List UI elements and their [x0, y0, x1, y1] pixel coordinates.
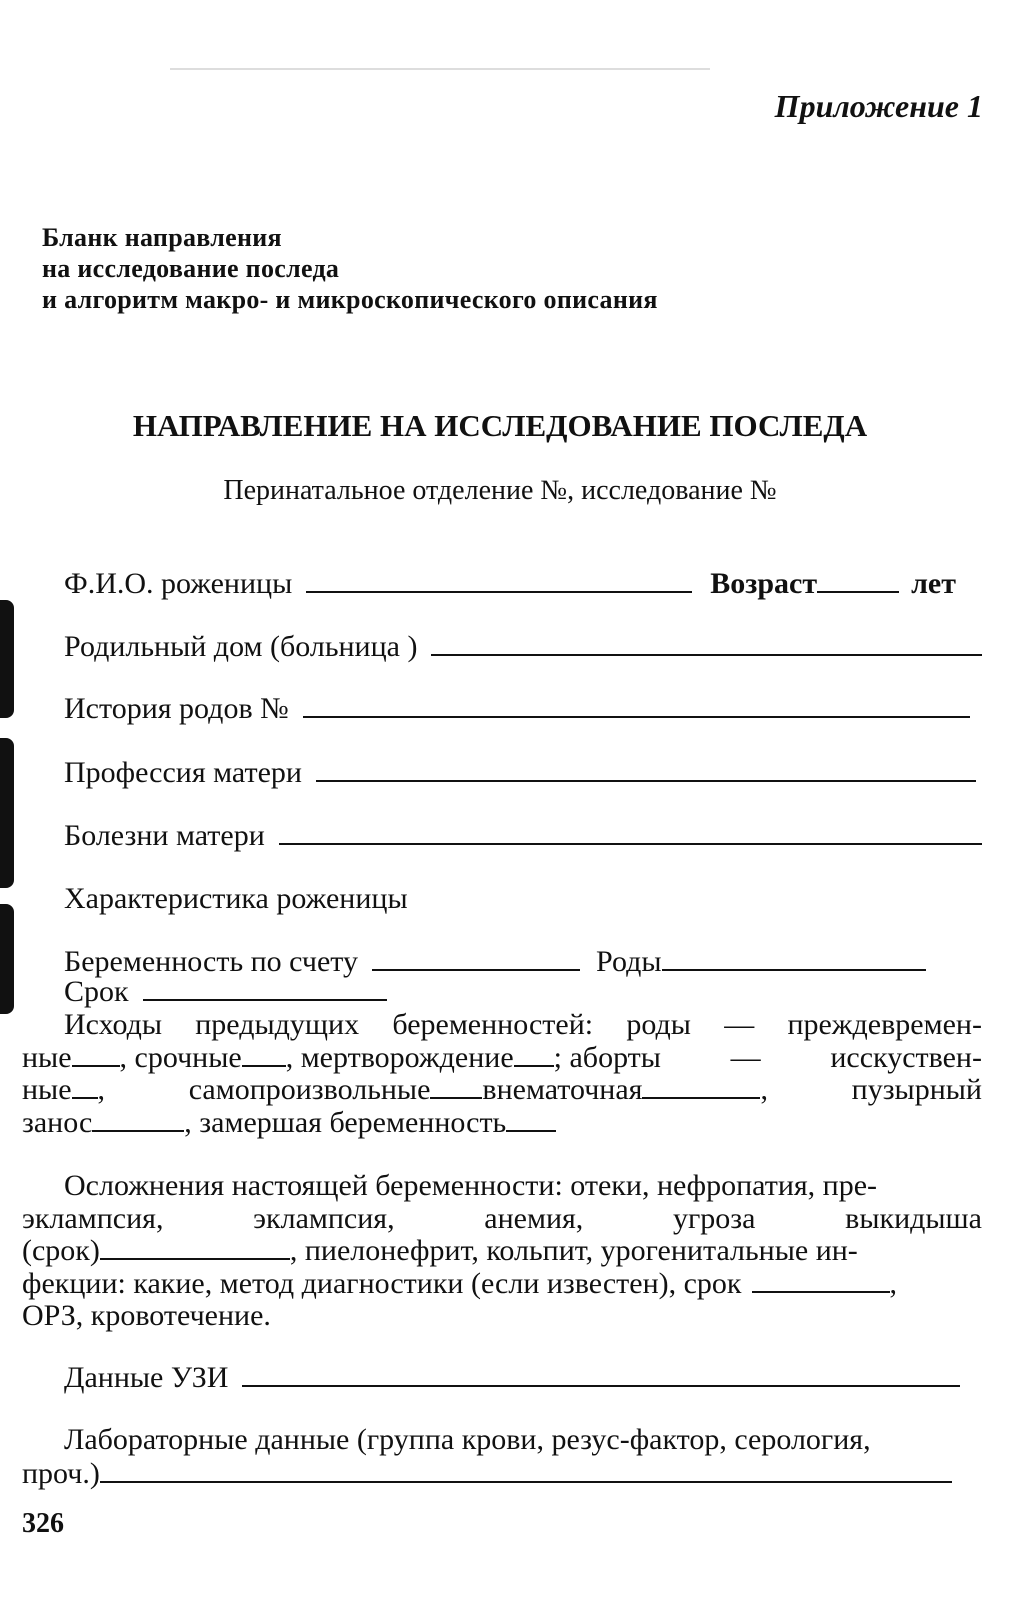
pregnancy-count-label: Беременность по счету: [64, 945, 359, 978]
outcomes-text: —: [724, 1008, 755, 1041]
term-label: Срок: [64, 975, 129, 1008]
outcomes-text: ,: [760, 1073, 768, 1106]
binding-mark: [0, 600, 14, 718]
appendix-label: Приложение 1: [774, 88, 983, 124]
hospital-field[interactable]: [431, 630, 982, 656]
ectopic-field[interactable]: [642, 1073, 760, 1099]
complications-text: анемия,: [484, 1202, 584, 1235]
outcomes-text: внематочная: [482, 1073, 643, 1106]
births-label: Роды: [596, 945, 662, 978]
complications-text: выкидыша: [845, 1202, 982, 1235]
hospital-row: [64, 629, 982, 665]
complications-text: , пиелонефрит, кольпит, урогенитальные ин-: [289, 1234, 858, 1267]
outcomes-text: занос: [22, 1106, 93, 1139]
profession-field[interactable]: [316, 756, 976, 782]
term-field[interactable]: [143, 975, 387, 1001]
term-births-field[interactable]: [242, 1041, 286, 1067]
induced-abortion-field[interactable]: [72, 1073, 98, 1099]
outcomes-text: ; аборты: [553, 1041, 661, 1074]
diseases-label: Болезни матери: [64, 819, 265, 852]
characteristics-label: Характеристика роженицы: [64, 882, 408, 915]
outcomes-text: , замершая беременность: [184, 1106, 507, 1139]
outcomes-text: —: [730, 1041, 761, 1074]
fio-row: [64, 566, 982, 602]
ultrasound-row: [64, 1360, 960, 1396]
complications-line-5: ОРЗ, кровотечение.: [22, 1299, 271, 1332]
outcomes-text: Исходы: [64, 1008, 162, 1041]
age-field[interactable]: [817, 567, 899, 593]
spontaneous-field[interactable]: [430, 1073, 482, 1099]
profession-row: [64, 755, 976, 791]
infection-term-field[interactable]: [752, 1267, 890, 1293]
lab-row: [22, 1456, 952, 1492]
fio-field[interactable]: [306, 567, 692, 593]
complications-text: угроза: [673, 1202, 756, 1235]
molar-field[interactable]: [92, 1106, 184, 1132]
intro-line: на исследование последа: [42, 254, 340, 283]
diseases-field[interactable]: [279, 819, 982, 845]
births-field[interactable]: [662, 945, 926, 971]
outcomes-text: исскуствен-: [830, 1041, 982, 1074]
hospital-label: Родильный дом (больница ): [64, 630, 418, 663]
lab-label: проч.): [22, 1457, 100, 1490]
stillbirth-field[interactable]: [514, 1041, 554, 1067]
outcomes-line-3: [22, 1072, 982, 1108]
outcomes-text: пузырный: [851, 1073, 982, 1106]
outcomes-text: ,: [97, 1073, 106, 1106]
lab-line-1: Лабораторные данные (группа крови, резус-фактор, серология,: [64, 1423, 871, 1456]
complications-line-4: [22, 1266, 897, 1302]
outcomes-line-2: [22, 1040, 982, 1076]
age-unit: лет: [911, 567, 956, 600]
outcomes-line-1: [64, 1007, 982, 1043]
outcomes-text: ные: [22, 1041, 72, 1074]
complications-line-3: [22, 1233, 858, 1269]
outcomes-text: роды: [626, 1008, 691, 1041]
ultrasound-field[interactable]: [242, 1361, 960, 1387]
birth-history-label: История родов №: [64, 692, 289, 725]
age-label: Возраст: [710, 567, 818, 600]
complications-text: эклампсия,: [253, 1202, 395, 1235]
form-title: НАПРАВЛЕНИЕ НА ИССЛЕДОВАНИЕ ПОСЛЕДА: [132, 408, 868, 443]
outcomes-text: , мертворождение: [285, 1041, 514, 1074]
outcomes-text: предыдущих: [195, 1008, 360, 1041]
page-number: 326: [22, 1508, 64, 1539]
fio-label: Ф.И.О. роженицы: [64, 567, 293, 600]
diseases-row: [64, 818, 982, 854]
ultrasound-label: Данные УЗИ: [64, 1361, 229, 1394]
complications-text: (срок): [22, 1234, 100, 1267]
complications-line-1: Осложнения настоящей беременности: отеки, нефропатия, пре-: [64, 1169, 878, 1202]
complications-text: фекции: какие, метод диагностики (если известен), срок: [22, 1267, 742, 1300]
threat-term-field[interactable]: [100, 1234, 290, 1260]
binding-mark: [0, 738, 14, 888]
premature-field[interactable]: [72, 1041, 120, 1067]
outcomes-text: , срочные: [119, 1041, 242, 1074]
intro-line: и алгоритм макро- и микроскопического описания: [42, 285, 658, 314]
scan-speck: [170, 68, 710, 70]
outcomes-text: беременностей:: [392, 1008, 594, 1041]
pregnancy-count-field[interactable]: [372, 945, 580, 971]
complications-line-2: [22, 1201, 982, 1237]
profession-label: Профессия матери: [64, 756, 302, 789]
complications-text: ,: [889, 1267, 898, 1300]
birth-history-row: [64, 691, 970, 727]
birth-history-field[interactable]: [303, 692, 970, 718]
missed-pregnancy-field[interactable]: [506, 1106, 556, 1132]
outcomes-text: ные: [22, 1073, 72, 1106]
intro-line: Бланк направления: [42, 223, 282, 252]
outcomes-text: самопроизвольные: [188, 1073, 431, 1106]
complications-text: эклампсия,: [22, 1202, 164, 1235]
outcomes-text: преждевремен-: [787, 1008, 982, 1041]
term-row: [64, 974, 387, 1010]
binding-mark: [0, 904, 14, 1014]
outcomes-line-4: [22, 1105, 556, 1141]
form-subtitle: Перинатальное отделение №, исследование №: [223, 475, 777, 506]
lab-field[interactable]: [100, 1457, 952, 1483]
